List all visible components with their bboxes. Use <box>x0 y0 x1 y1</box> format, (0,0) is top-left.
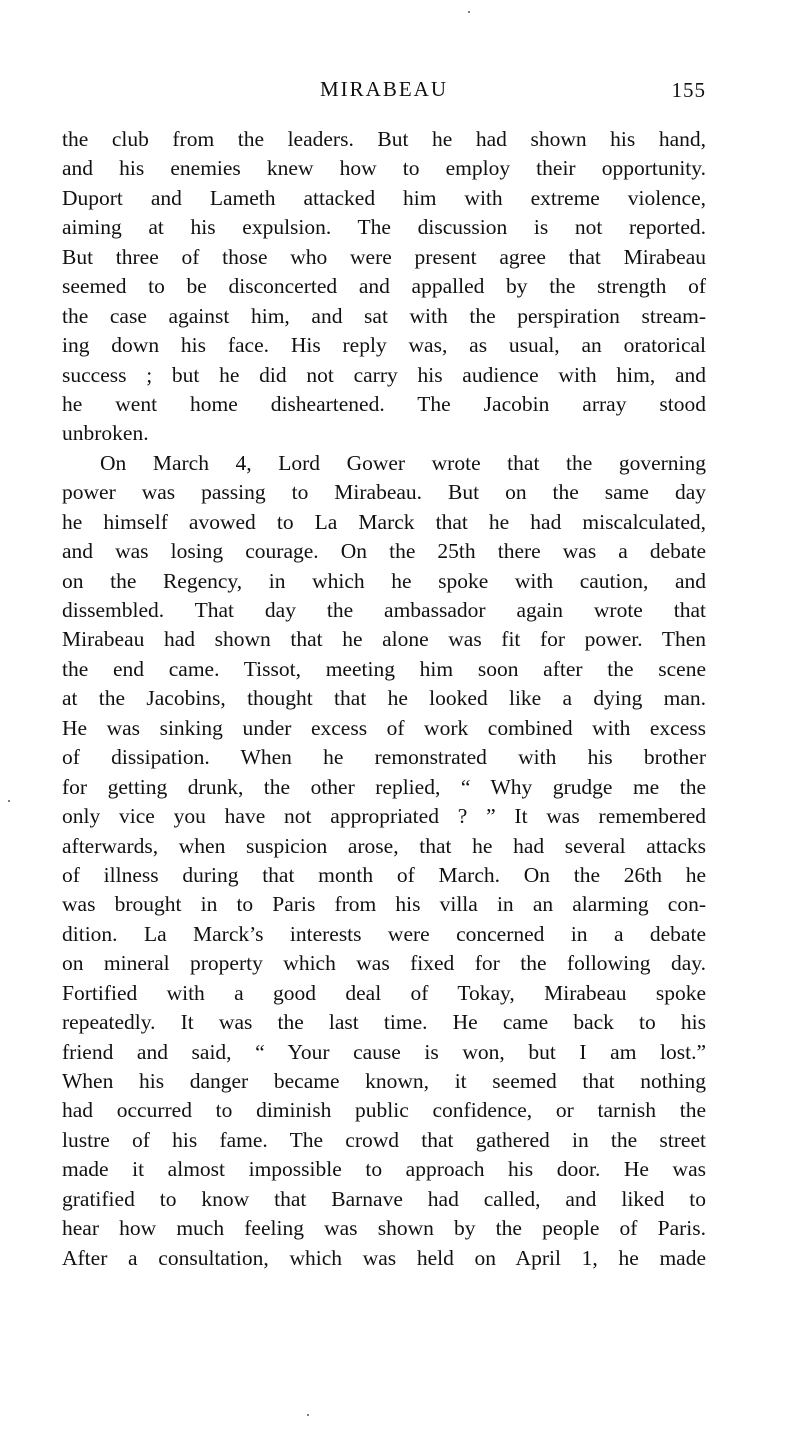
text-line: the end came. Tissot, meeting him soon after the scene <box>62 656 706 681</box>
text-line: power was passing to Mirabeau. But on the same day <box>62 480 706 505</box>
text-line: gratified to know that Barnave had called, and liked to <box>62 1186 706 1211</box>
text-line: Fortified with a good deal of Tokay, Mirabeau spoke <box>62 980 706 1005</box>
text-line: afterwards, when suspicion arose, that he had several attacks <box>62 833 706 858</box>
text-line: at the Jacobins, thought that he looked like a dying man. <box>62 686 706 711</box>
text-line: Mirabeau had shown that he alone was fit for power. Then <box>62 627 706 652</box>
text-line: made it almost impossible to approach his door. He was <box>62 1157 706 1182</box>
text-line: friend and said, “ Your cause is won, but I am lost.” <box>62 1039 706 1064</box>
text-line: dition. La Marck’s interests were concerned in a debate <box>62 921 706 946</box>
text-line: the club from the leaders. But he had shown his hand, <box>62 127 706 151</box>
text-line: success ; but he did not carry his audience with him, and <box>62 362 706 387</box>
text-line: seemed to be disconcerted and appalled by the strength of <box>62 274 706 299</box>
running-head-title: MIRABEAU <box>319 77 448 101</box>
text-line: repeatedly. It was the last time. He came back to his <box>62 1010 706 1035</box>
text-line: he went home disheartened. The Jacobin array stood <box>62 391 706 416</box>
paper-speck-margin <box>8 800 10 802</box>
text-line: Duport and Lameth attacked him with extreme violence, <box>62 185 706 210</box>
text-line: the case against him, and sat with the perspiration stream- <box>62 303 706 328</box>
text-line: He was sinking under excess of work combined with excess <box>62 715 706 740</box>
text-line: hear how much feeling was shown by the people of Paris. <box>62 1216 706 1241</box>
text-line: for getting drunk, the other replied, “ Why grudge me the <box>62 774 706 799</box>
text-line: and was losing courage. On the 25th there was a debate <box>62 539 706 564</box>
text-line: When his danger became known, it seemed that nothing <box>62 1069 706 1093</box>
text-line: lustre of his fame. The crowd that gathered in the street <box>62 1127 706 1152</box>
paragraph-1 <box>62 125 706 449</box>
page-number: 155 <box>671 78 706 102</box>
text-line: aiming at his expulsion. The discussion is not reported. <box>62 215 706 240</box>
body-text <box>62 125 706 1273</box>
paper-speck-top <box>468 11 470 13</box>
paragraph-2 <box>62 449 706 1273</box>
text-line: On March 4, Lord Gower wrote that the governing <box>100 450 706 475</box>
text-line: of dissipation. When he remonstrated with his brother <box>62 745 706 770</box>
running-head <box>62 74 706 104</box>
text-line: dissembled. That day the ambassador again wrote that <box>62 598 706 622</box>
text-line: After a consultation, which was held on April 1, he made <box>62 1245 706 1270</box>
text-line: was brought in to Paris from his villa in an alarming con- <box>62 892 706 917</box>
text-line: of illness during that month of March. On the 26th he <box>62 862 706 887</box>
text-line: on the Regency, in which he spoke with caution, and <box>62 568 706 593</box>
text-line: But three of those who were present agree that Mirabeau <box>62 244 706 269</box>
text-line: ing down his face. His reply was, as usual, an oratorical <box>62 333 706 358</box>
text-line: had occurred to diminish public confidence, or tarnish the <box>62 1098 706 1123</box>
text-line: on mineral property which was fixed for the following day. <box>62 951 706 976</box>
text-line: only vice you have not appropriated ? ” It was remembered <box>62 804 706 829</box>
text-line: he himself avowed to La Marck that he had miscalculated, <box>62 509 706 534</box>
text-line: and his enemies knew how to employ their opportunity. <box>62 156 706 181</box>
paper-speck-bottom <box>307 1414 309 1416</box>
text-line: unbroken. <box>62 421 149 446</box>
